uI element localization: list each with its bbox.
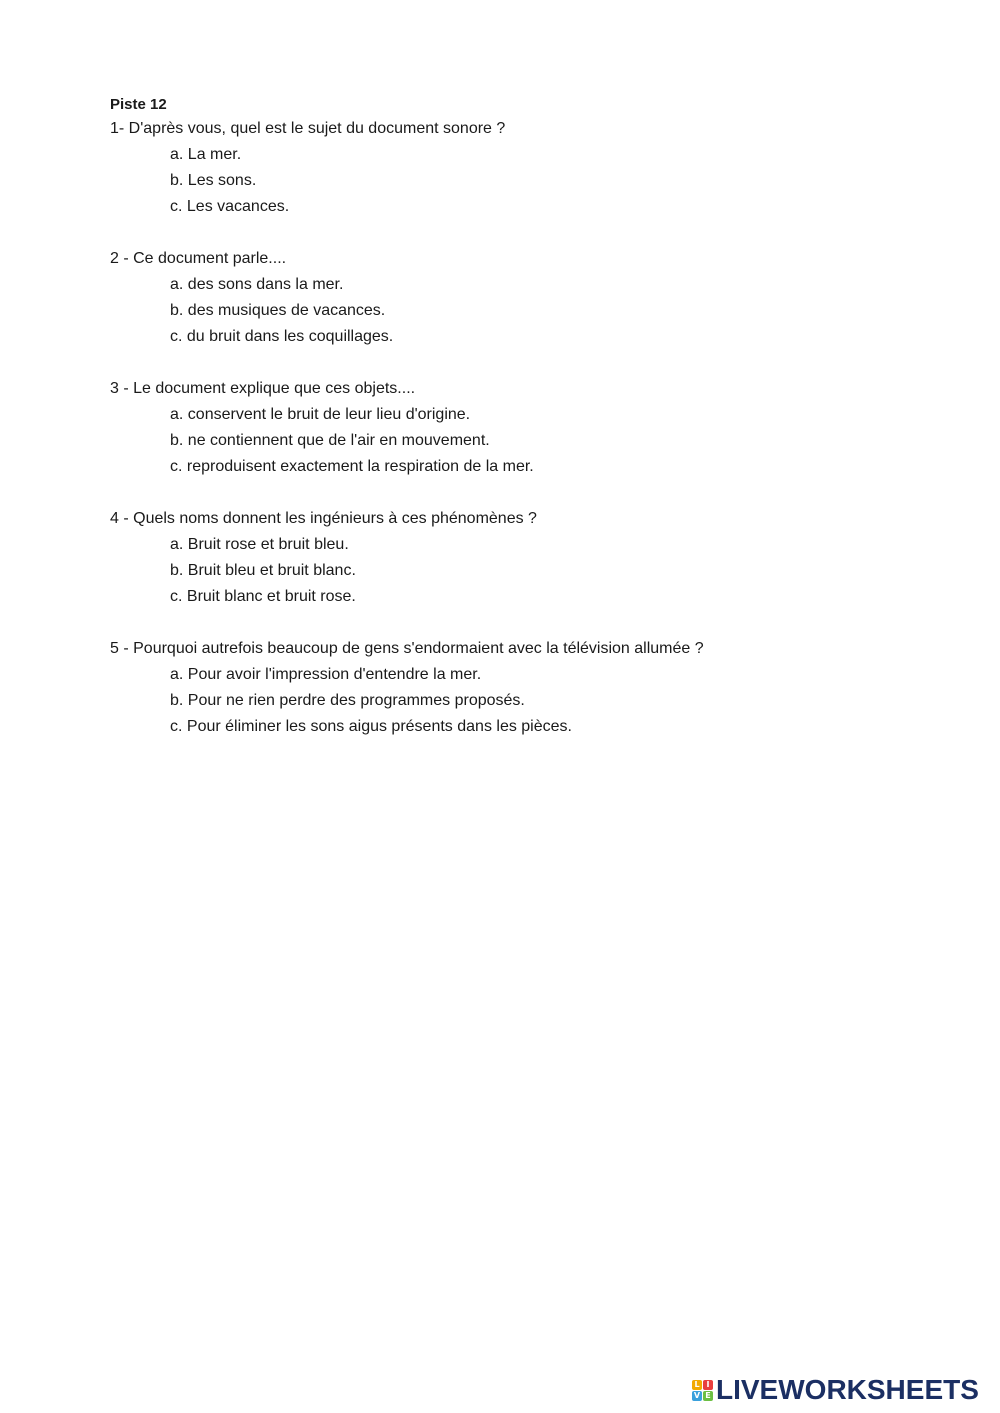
- liveworksheets-logo: [692, 1374, 979, 1406]
- question-text: 4 - Quels noms donnent les ingénieurs à ces phénomènes ?: [110, 510, 537, 527]
- answer-option[interactable]: b. des musiques de vacances.: [170, 302, 386, 319]
- logo-mark-icon: [692, 1380, 713, 1401]
- question-text: 5 - Pourquoi autrefois beaucoup de gens s'endormaient avec la télévision allumée ?: [110, 640, 704, 657]
- answer-option[interactable]: a. La mer.: [170, 146, 242, 163]
- logo-mark-tile: I: [703, 1380, 713, 1390]
- logo-mark-tile: E: [703, 1391, 713, 1401]
- question-4: [110, 506, 930, 610]
- answer-option[interactable]: c. Les vacances.: [170, 198, 290, 215]
- answer-option[interactable]: c. reproduisent exactement la respiration de la mer.: [170, 458, 534, 475]
- question-5: [110, 636, 930, 740]
- answer-option[interactable]: b. Les sons.: [170, 172, 257, 189]
- question-2: [110, 246, 930, 350]
- answer-option[interactable]: b. ne contiennent que de l'air en mouvement.: [170, 432, 490, 449]
- question-text: 3 - Le document explique que ces objets....: [110, 380, 416, 397]
- question-3: [110, 376, 930, 480]
- question-text: 2 - Ce document parle....: [110, 250, 287, 267]
- logo-text: LIVEWORKSHEETS: [716, 1374, 979, 1405]
- logo-mark-tile: V: [693, 1390, 701, 1400]
- answer-option[interactable]: a. conservent le bruit de leur lieu d'origine.: [170, 406, 471, 423]
- answer-option[interactable]: c. Pour éliminer les sons aigus présents dans les pièces.: [170, 718, 572, 735]
- question-1: [110, 116, 930, 220]
- answer-option[interactable]: a. Bruit rose et bruit bleu.: [170, 536, 349, 553]
- answer-option[interactable]: c. du bruit dans les coquillages.: [170, 328, 394, 345]
- answer-option[interactable]: a. des sons dans la mer.: [170, 276, 344, 293]
- question-text: 1- D'après vous, quel est le sujet du document sonore ?: [110, 120, 506, 137]
- answer-option[interactable]: b. Bruit bleu et bruit blanc.: [170, 562, 356, 579]
- worksheet-title: Piste 12: [110, 96, 167, 113]
- answer-option[interactable]: b. Pour ne rien perdre des programmes proposés.: [170, 692, 525, 709]
- answer-option[interactable]: c. Bruit blanc et bruit rose.: [170, 588, 356, 605]
- answer-option[interactable]: a. Pour avoir l'impression d'entendre la mer.: [170, 666, 482, 683]
- logo-mark-tile: L: [692, 1380, 702, 1390]
- worksheet: [110, 94, 930, 766]
